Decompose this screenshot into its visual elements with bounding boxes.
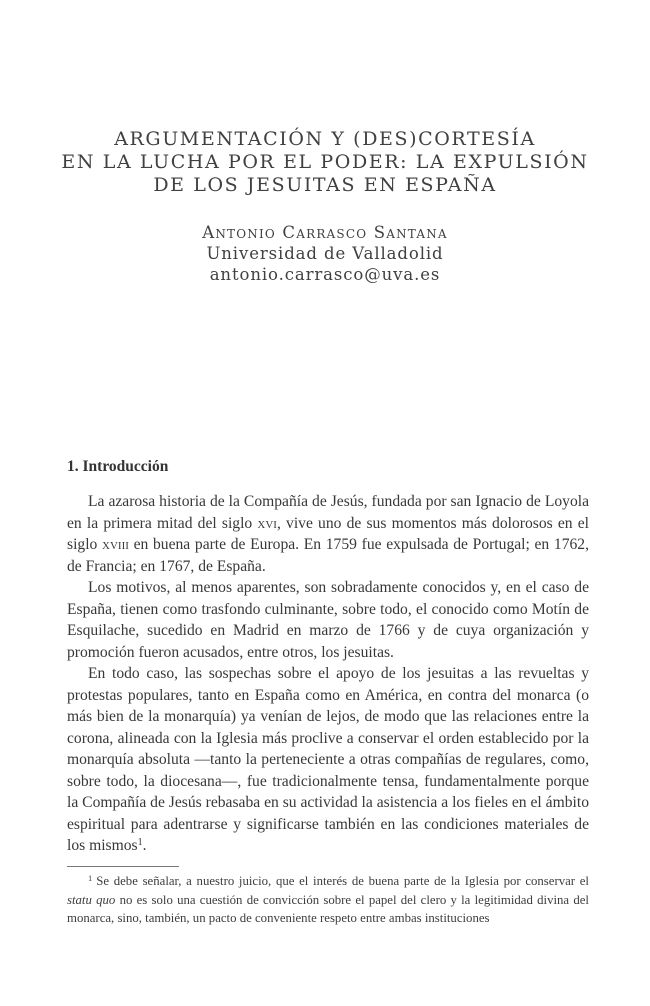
paragraph-1-part-a: La azarosa historia de la Compañía de Jesús, fundada por san Ignacio de Loyola en la primera mitad del siglo — [67, 493, 589, 532]
footnote-marker: 1 — [88, 873, 93, 883]
footnote — [67, 872, 589, 928]
century-numeral: xvi — [257, 514, 277, 532]
paragraph-1-part-c: en buena parte de Europa. En 1759 fue expulsada de Portugal; en 1762, de Francia; en 1767, de España. — [67, 536, 589, 575]
title-line-2: EN LA LUCHA POR EL PODER: LA EXPULSIÓN — [61, 151, 589, 173]
title-line-1: ARGUMENTACIÓN Y (DES)CORTESÍA — [114, 128, 536, 150]
paragraph-3-end: . — [142, 837, 147, 854]
paragraph-3 — [67, 663, 589, 857]
footnote-separator — [67, 866, 179, 867]
paragraph-3-text: En todo caso, las sospechas sobre el apoyo de los jesuitas a las revueltas y protestas populares, tanto en España como en América, en contra del monarca (o más bien de la monarquía) ya venían de lejos, de modo que las relaciones entre la corona, alineada con la Iglesia más proclive a conservar el orden establecido por la monarquía absoluta —tanto la perteneciente a otras compañías de regulares, como, sobre todo, la diocesana—, fue tradicionalmente tensa, fundamentalmente porque la Compañía de Jesús rebasaba en su actividad la asistencia a los fieles en el ámbito espiritual para adentrarse y significarse también en las condiciones materiales de los mismos — [67, 665, 589, 854]
footnote-paragraph — [67, 872, 589, 928]
footnote-italic: statu quo — [67, 892, 116, 907]
paragraph-1 — [67, 491, 589, 577]
author-block — [60, 222, 590, 285]
body-text — [67, 491, 589, 857]
author-name: Antonio Carrasco Santana — [202, 223, 448, 242]
footnote-text-b: no es solo una cuestión de convicción sobre el papel del clero y la legitimidad divina del monarca, sino, también, un pacto de conveniente respeto entre ambas instituciones — [67, 892, 589, 926]
article-title — [60, 128, 590, 197]
section-heading: 1. Introducción — [67, 458, 169, 475]
author-affiliation: Universidad de Valladolid — [206, 244, 444, 263]
footnote-reference[interactable]: 1 — [137, 837, 143, 848]
title-line-3: DE LOS JESUITAS EN ESPAÑA — [153, 174, 497, 196]
footnote-text-a: Se debe señalar, a nuestro juicio, que el interés de buena parte de la Iglesia por conservar el — [96, 874, 589, 888]
paragraph-1-part-b: , vive uno de sus momentos más dolorosos en el siglo — [67, 514, 589, 553]
century-numeral: xviii — [102, 536, 129, 553]
paragraph-2: Los motivos, al menos aparentes, son sobradamente conocidos y, en el caso de España, tienen como trasfondo culminante, sobre todo, el conocido como Motín de Esquilache, sucedido en Madrid en marzo de 1766 y de cuya organización y promoción fueron acusados, entre otros, los jesuitas. — [67, 579, 589, 661]
author-email: antonio.carrasco@uva.es — [209, 265, 441, 284]
